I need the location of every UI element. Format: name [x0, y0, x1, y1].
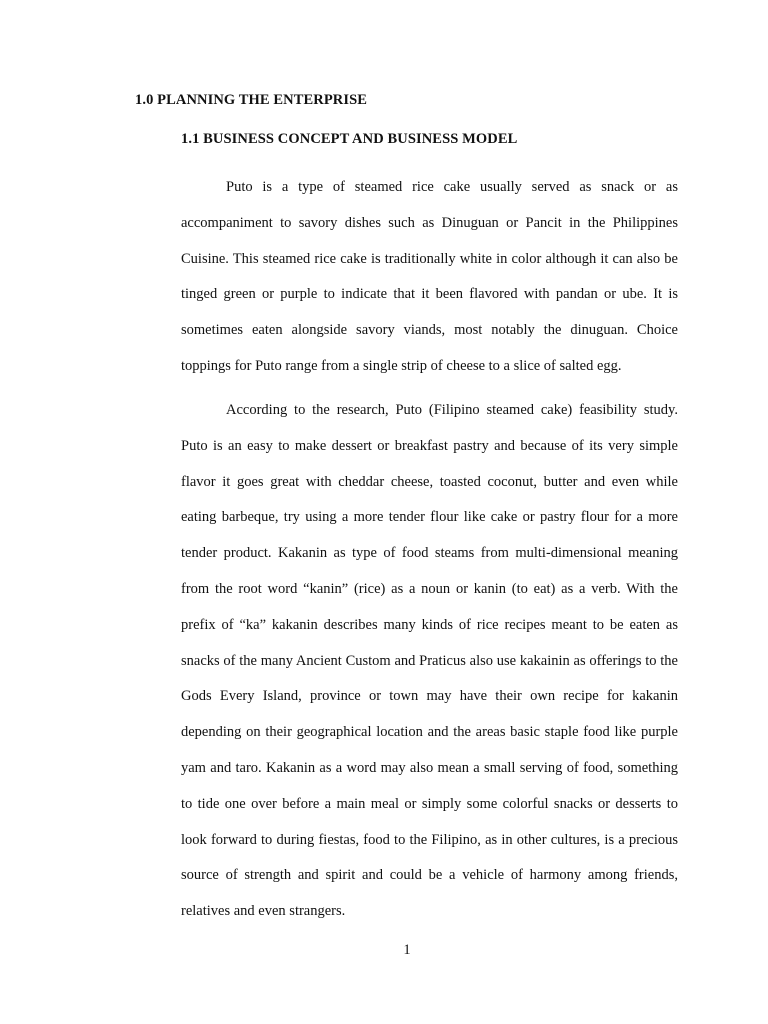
body-paragraph-2: According to the research, Puto (Filipino steamed cake) feasibility study. Puto is an easy to make dessert or breakfast pastry and because of its very simple flavor it goes great with cheddar cheese, toasted coconut, butter and even while eating barbeque, try using a more tender flour like cake or pastry flour for a more tender product. Kakanin as type of food steams from multi-dimensional meaning from the root word “kanin” (rice) as a noun or kanin (to eat) as a verb. With the prefix of “ka” kakanin describes many kinds of rice recipes meant to be eaten as snacks of the many Ancient Custom and Praticus also use kakainin as offerings to the Gods Every Island, province or town may have their own recipe for kakanin depending on their geographical location and the areas basic staple food like purple yam and taro. Kakanin as a word may also mean a small serving of food, something to tide one over before a main meal or simply some colorful snacks or desserts to look forward to during fiestas, food to the Filipino, as in other cultures, is a precious source of strength and spirit and could be a vehicle of harmony among friends, relatives and even strangers.: [181, 402, 678, 920]
section-heading: 1.0 PLANNING THE ENTERPRISE: [135, 92, 368, 108]
subsection-heading: 1.1 BUSINESS CONCEPT AND BUSINESS MODEL: [181, 131, 518, 147]
body-paragraph-1: Puto is a type of steamed rice cake usually served as snack or as accompaniment to savory dishes such as Dinuguan or Pancit in the Philippines Cuisine. This steamed rice cake is traditionally white in color although it can also be tinged green or purple to indicate that it been flavored with pandan or ube. It is sometimes eaten alongside savory viands, most notably the dinuguan. Choice toppings for Puto range from a single strip of cheese to a slice of salted egg.: [181, 179, 678, 374]
page-number: 1: [403, 942, 411, 958]
